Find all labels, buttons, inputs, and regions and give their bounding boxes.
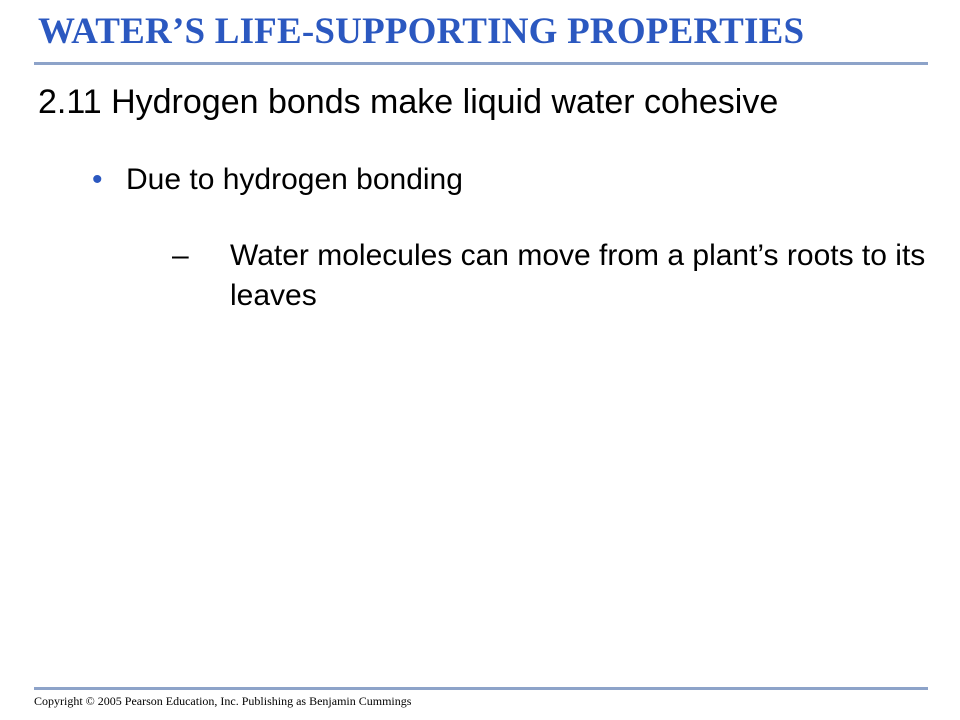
header-divider — [34, 62, 928, 65]
footer-divider — [34, 687, 928, 690]
slide-title: 2.11 Hydrogen bonds make liquid water cohesive — [38, 83, 779, 121]
sub-bullet-marker: – — [172, 239, 189, 272]
bullet-item — [92, 160, 463, 200]
bullet-text: Due to hydrogen bonding — [126, 163, 463, 196]
bullet-marker: • — [92, 163, 103, 196]
sub-bullet-text: Water molecules can move from a plant’s roots to its leaves — [230, 239, 926, 312]
sub-bullet-item — [172, 236, 932, 316]
section-header: WATER’S LIFE-SUPPORTING PROPERTIES — [38, 11, 805, 52]
copyright-notice: Copyright © 2005 Pearson Education, Inc. Publishing as Benjamin Cummings — [34, 694, 412, 708]
